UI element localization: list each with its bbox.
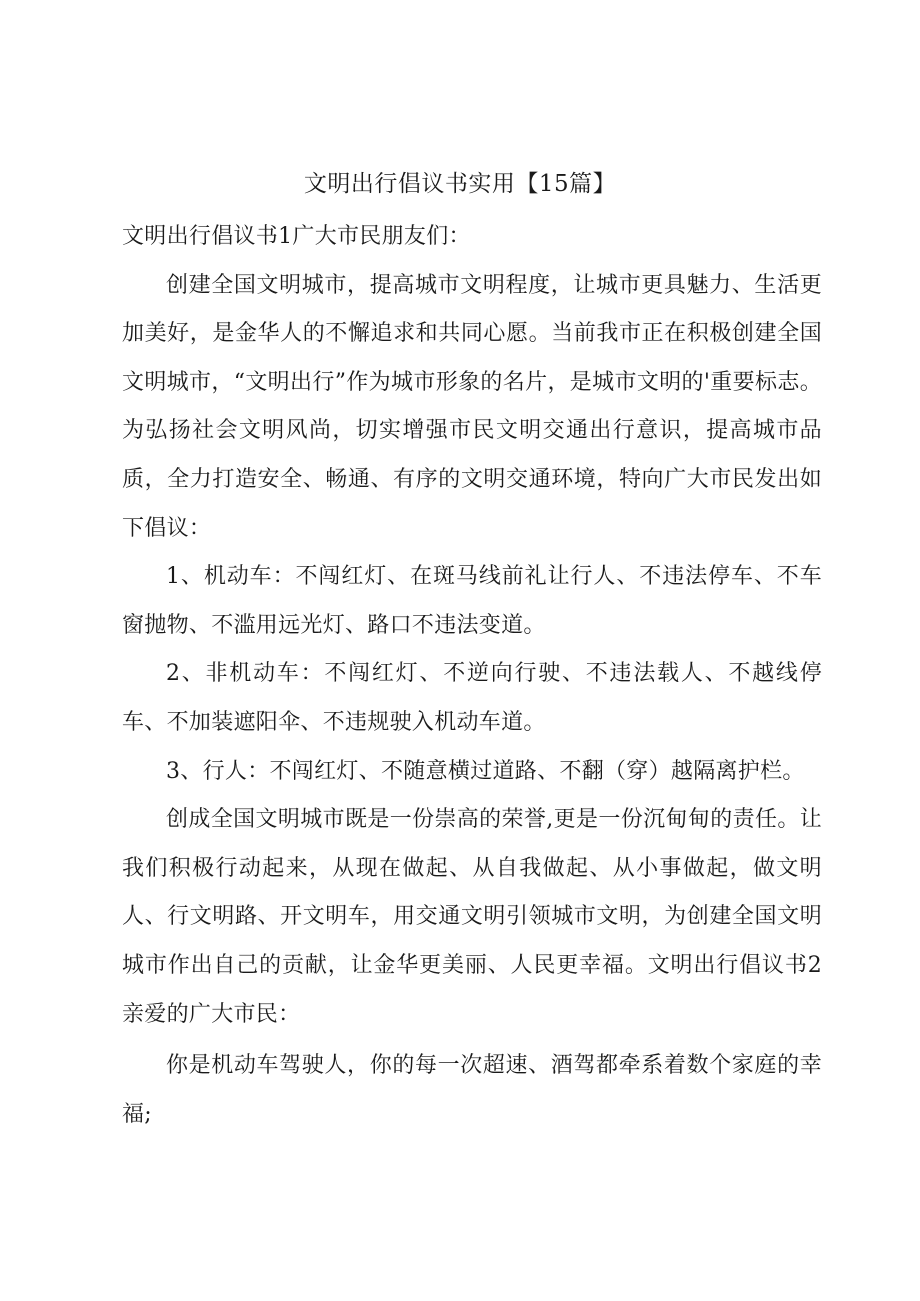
non-motor-vehicle-paragraph: 2、非机动车：不闯红灯、不逆向行驶、不违法载人、不越线停车、不加装遮阳伞、不违规驶入机动车道。 (122, 661, 822, 735)
motor-vehicle-paragraph: 1、机动车：不闯红灯、在斑马线前礼让行人、不违法停车、不车窗抛物、不滥用远光灯、路口不违法变道。 (122, 564, 822, 638)
document-body (122, 213, 822, 1139)
pedestrian-paragraph: 3、行人：不闯红灯、不随意横过道路、不翻（穿）越隔离护栏。 (166, 758, 805, 784)
driver-paragraph: 你是机动车驾驶人，你的每一次超速、酒驾都牵系着数个家庭的幸福; (122, 1053, 822, 1127)
closing-paragraph: 创成全国文明城市既是一份崇高的荣誉,更是一份沉甸甸的责任。让我们积极行动起来，从现在做起、从自我做起、从小事做起，做文明人、行文明路、开文明车，用交通文明引领城市文明，为创建全国文明城市作出自己的贡献，让金华更美丽、人民更幸福。文明出行倡议书2亲爱的广大市民： (122, 807, 822, 1027)
intro-paragraph: 创建全国文明城市，提高城市文明程度，让城市更具魅力、生活更加美好，是金华人的不懈追求和共同心愿。当前我市正在积极创建全国文明城市，“文明出行”作为城市形象的名片，是城市文明的'重要标志。为弘扬社会文明风尚，切实增强市民文明交通出行意识，提高城市品质，全力打造安全、畅通、有序的文明交通环境，特向广大市民发出如下倡议： (122, 272, 822, 541)
salutation-paragraph: 文明出行倡议书1广大市民朋友们： (122, 224, 471, 249)
document-title: 文明出行倡议书实用【15篇】 (303, 171, 617, 197)
